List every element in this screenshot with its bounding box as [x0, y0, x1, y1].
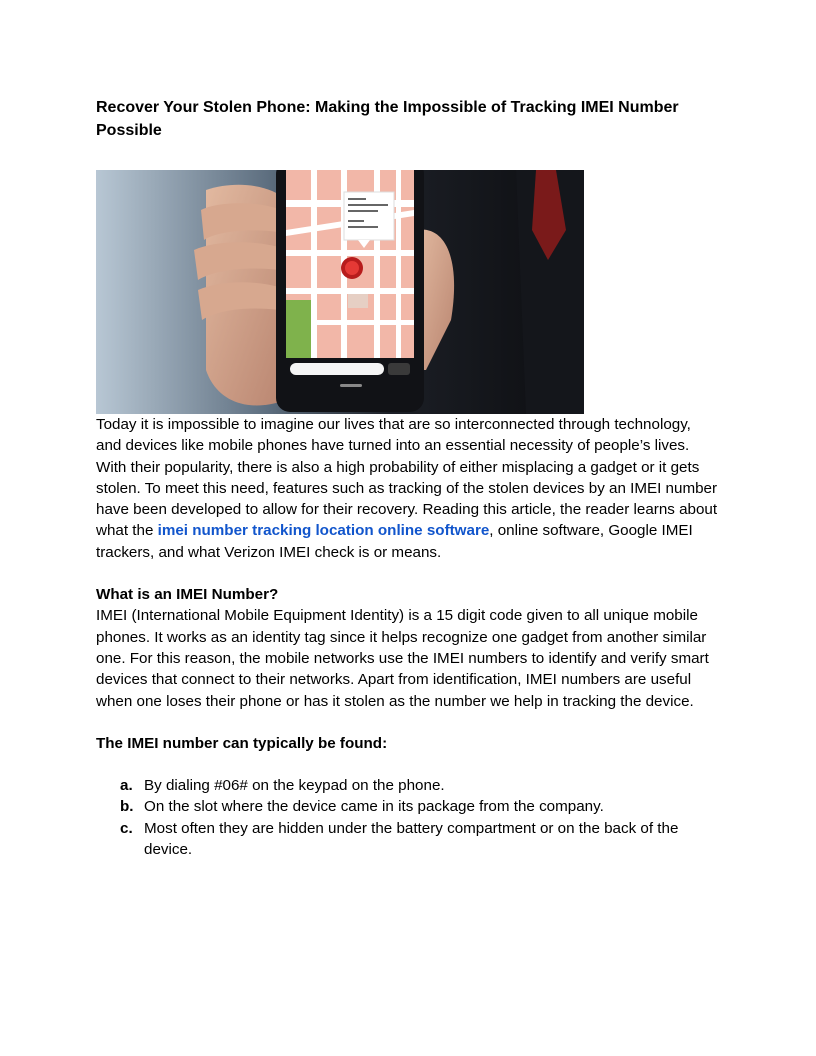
- where-found-list: [96, 775, 720, 860]
- imei-definition-paragraph: IMEI (International Mobile Equipment Identity) is a 15 digit code given to all unique mobile phones. It works as an identity tag since it helps recognize one gadget from another similar one. For this reason, the mobile networks use the IMEI numbers to identify and verify smart devices that connect to their networks. Apart from identification, IMEI numbers are useful when one loses their phone or has it stolen as the number we help in tracking the device.: [96, 607, 709, 710]
- intro-text-after-link: , online software, Google IMEI trackers, and what Verizon IMEI check is or means.: [96, 522, 693, 561]
- list-item: [96, 818, 720, 861]
- article-title: Recover Your Stolen Phone: Making the Impossible of Tracking IMEI Number Possible: [96, 99, 679, 139]
- intro-text-before-link: Today it is impossible to imagine our lives that are so interconnected through technology, and devices like mobile phones have turned into an essential necessity of people’s lives. With their popularity, there is also a high probability of either misplacing a gadget or it gets stolen. To meet this need, features such as tracking of the stolen devices by an IMEI number have been developed to allow for their recovery. Reading this article, the reader learns about what the: [96, 416, 718, 540]
- list-marker: a.: [120, 777, 133, 795]
- list-item-text: Most often they are hidden under the battery compartment or on the back of the device.: [144, 819, 679, 859]
- intro-paragraph: [96, 414, 720, 563]
- list-item: [96, 775, 720, 796]
- list-marker: b.: [120, 798, 134, 816]
- section-heading-where-found: The IMEI number can typically be found:: [96, 734, 388, 752]
- list-item: [96, 796, 720, 817]
- hero-image-phone-map: [96, 170, 584, 414]
- section-heading-what-is-imei: What is an IMEI Number?: [96, 586, 279, 604]
- tracking-software-link[interactable]: imei number tracking location online software: [157, 522, 490, 540]
- list-item-text: On the slot where the device came in its package from the company.: [144, 798, 604, 816]
- document-page: [96, 96, 720, 860]
- list-marker: c.: [120, 819, 133, 837]
- list-item-text: By dialing #06# on the keypad on the phone.: [144, 777, 445, 795]
